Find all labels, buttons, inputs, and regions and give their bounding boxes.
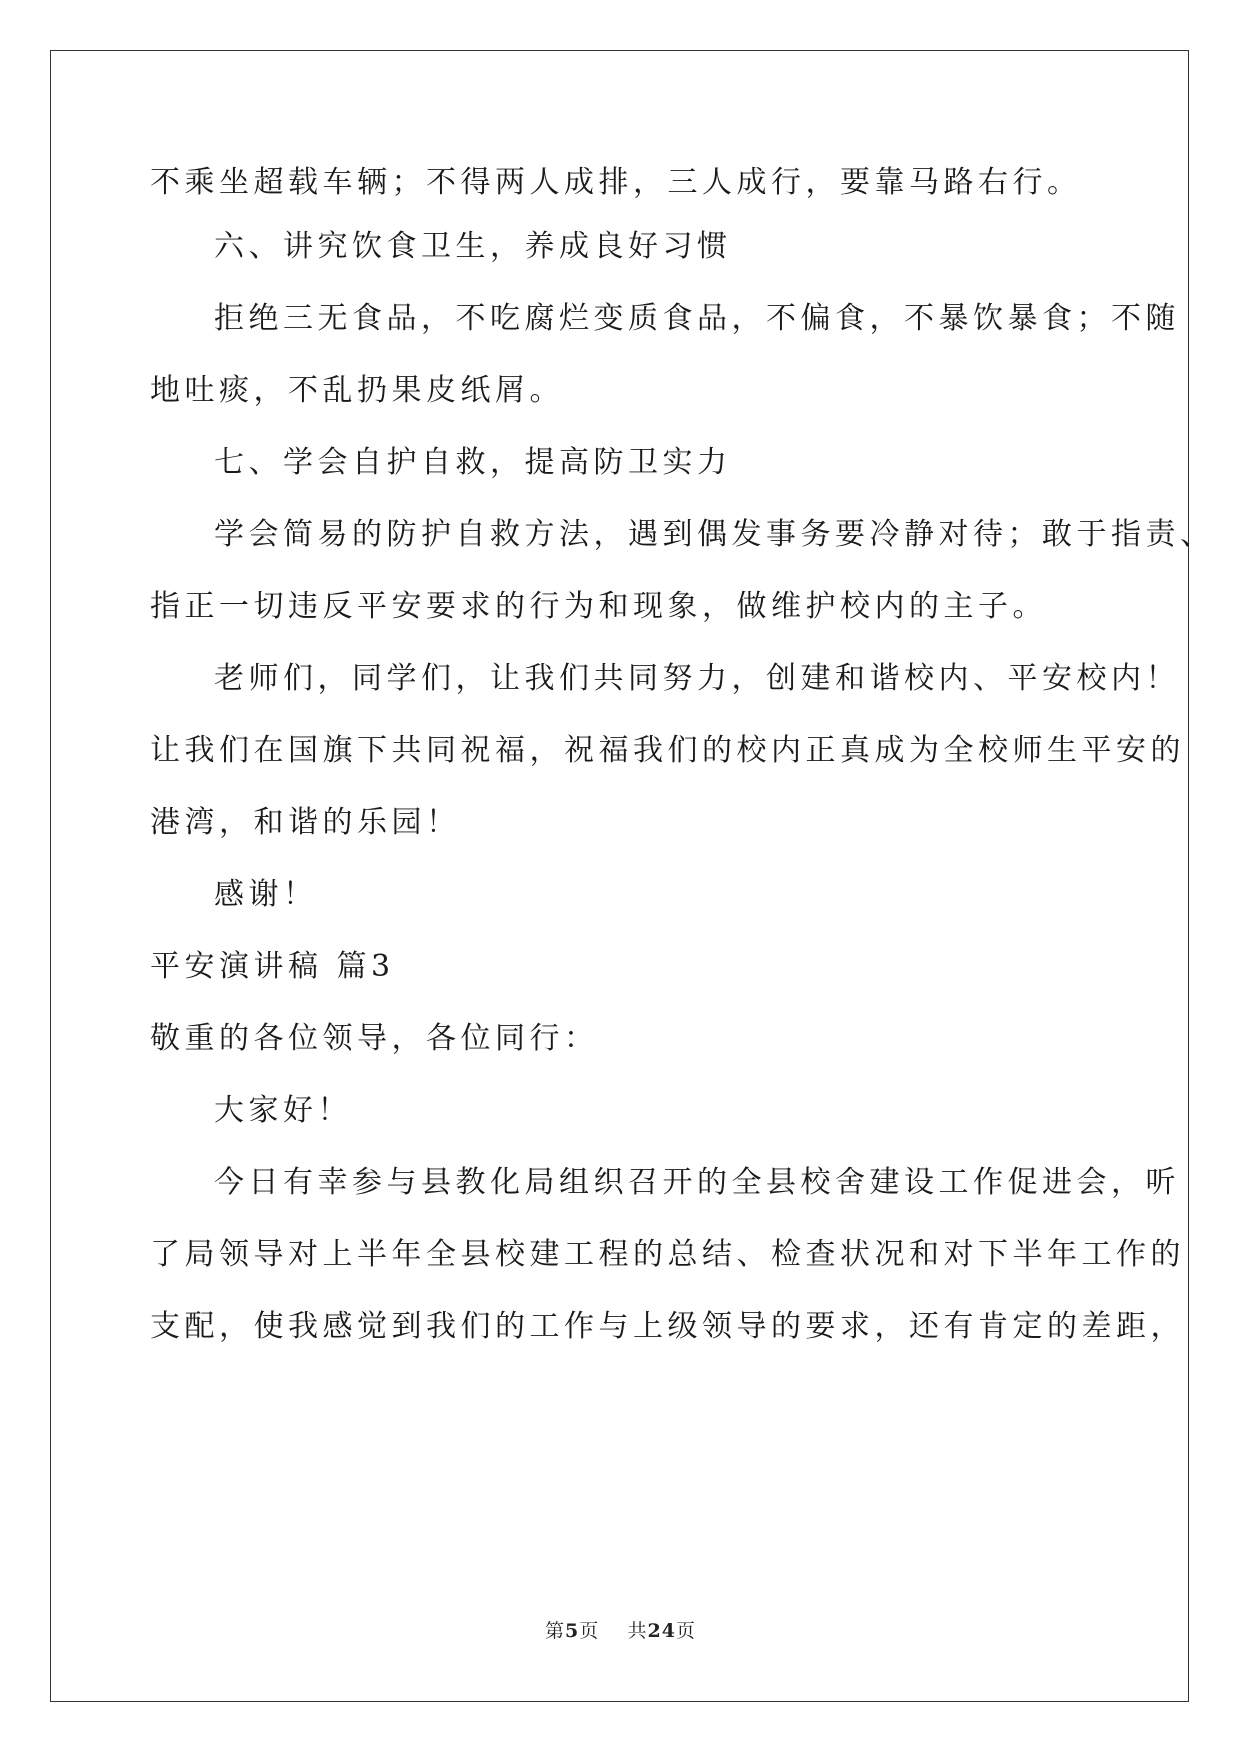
text-line: 港湾，和谐的乐园！ [150, 805, 461, 840]
text-line: 学会简易的防护自救方法，遇到偶发事务要冷静对待；敢于指责、 [214, 517, 1215, 552]
text-line: 了局领导对上半年全县校建工程的总结、检查状况和对下半年工作的 [150, 1237, 1185, 1272]
page-footer [0, 1616, 1241, 1643]
text-line: 拒绝三无食品，不吃腐烂变质食品，不偏食，不暴饮暴食；不随 [214, 301, 1180, 336]
text-line: 老师们，同学们，让我们共同努力，创建和谐校内、平安校内！ [214, 661, 1180, 696]
text-line: 不乘坐超载车辆；不得两人成排，三人成行，要靠马路右行。 [150, 165, 1082, 200]
total-suffix: 页 [675, 1620, 696, 1642]
text-line: 感谢！ [214, 877, 318, 912]
text-line: 指正一切违反平安要求的行为和现象，做维护校内的主子。 [150, 589, 1047, 624]
greeting: 大家好！ [214, 1093, 352, 1128]
page-suffix: 页 [579, 1620, 600, 1642]
page-prefix: 第 [545, 1620, 566, 1642]
text-line: 今日有幸参与县教化局组织召开的全县校舍建设工作促进会，听 [214, 1165, 1180, 1200]
article-title: 平安演讲稿 篇3 [150, 949, 395, 984]
total-prefix: 共 [627, 1620, 648, 1642]
text-line: 让我们在国旗下共同祝福，祝福我们的校内正真成为全校师生平安的 [150, 733, 1185, 768]
section-heading: 七、学会自护自救，提高防卫实力 [214, 445, 732, 480]
section-heading: 六、讲究饮食卫生，养成良好习惯 [214, 229, 732, 264]
salutation: 敬重的各位领导，各位同行： [150, 1021, 599, 1056]
total-pages: 24 [647, 1620, 676, 1642]
text-line: 地吐痰，不乱扔果皮纸屑。 [150, 373, 564, 408]
text-line: 支配，使我感觉到我们的工作与上级领导的要求，还有肯定的差距， [150, 1309, 1185, 1344]
page-number: 5 [565, 1620, 580, 1642]
